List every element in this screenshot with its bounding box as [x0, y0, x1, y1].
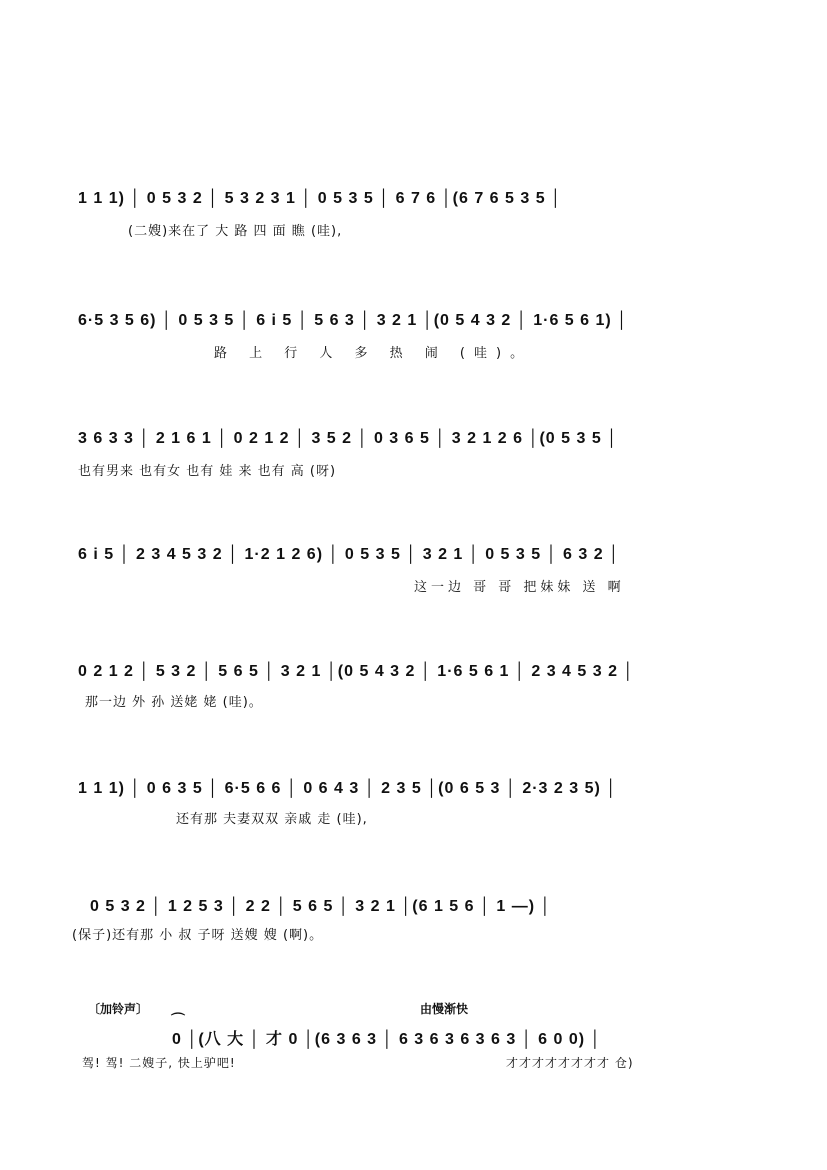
section-label: 〔加铃声〕: [88, 1002, 149, 1016]
lyrics: 那一边 外 孙 送姥 姥 (哇)。: [85, 695, 263, 710]
notation: 0 │(八 大 │ 才 0 │(6 3 6 3 │ 6 3 6 3 6 3 6 3 │ 6 0 0) │: [172, 1031, 602, 1048]
notation: 6 i 5 │ 2 3 4 5 3 2 │ 1·2 1 2 6) │ 0 5 3 5 │ 3 2 1 │ 0 5 3 5 │ 6 3 2 │: [78, 546, 621, 563]
notation: 6·5 3 5 6) │ 0 5 3 5 │ 6 i 5 │ 5 6 3 │ 3 2 1 │(0 5 4 3 2 │ 1·6 5 6 1) │: [78, 312, 629, 329]
lyrics: 还有那 夫妻双双 亲戚 走 (哇),: [176, 812, 368, 827]
tempo-marking: 由慢渐快: [420, 1002, 469, 1016]
lyrics: 路 上 行 人 多 热 闹 (哇)。: [214, 346, 533, 361]
lyrics: (保子)还有那 小 叔 子呀 送嫂 嫂 (啊)。: [72, 928, 324, 943]
fermata-icon: ⌒: [171, 1013, 185, 1029]
notation: 1 1 1) │ 0 5 3 2 │ 5 3 2 3 1 │ 0 5 3 5 │ 6 7 6 │(6 7 6 5 3 5 │: [78, 190, 563, 207]
notation: 0 2 1 2 │ 5 3 2 │ 5 6 5 │ 3 2 1 │(0 5 4 3 2 │ 1·6 5 6 1 │ 2 3 4 5 3 2 │: [78, 663, 635, 680]
lyrics: 这一边 哥 哥 把妹妹 送 啊: [414, 580, 625, 595]
notation: 3 6 3 3 │ 2 1 6 1 │ 0 2 1 2 │ 3 5 2 │ 0 3 6 5 │ 3 2 1 2 6 │(0 5 3 5 │: [78, 430, 619, 447]
lyrics: (二嫂)来在了 大 路 四 面 瞧 (哇),: [128, 224, 343, 239]
lyrics: 也有男来 也有女 也有 娃 来 也有 高 (呀): [78, 464, 337, 479]
percussion-text: 才才才才才才才才 仓): [506, 1056, 634, 1070]
notation: 1 1 1) │ 0 6 3 5 │ 6·5 6 6 │ 0 6 4 3 │ 2 3 5 │(0 6 5 3 │ 2·3 2 3 5) │: [78, 780, 618, 797]
spoken-text: 驾! 驾! 二嫂子, 快上驴吧!: [82, 1056, 236, 1070]
notation: 0 5 3 2 │ 1 2 5 3 │ 2 2 │ 5 6 5 │ 3 2 1 │(6 1 5 6 │ 1 —) │: [90, 898, 552, 915]
